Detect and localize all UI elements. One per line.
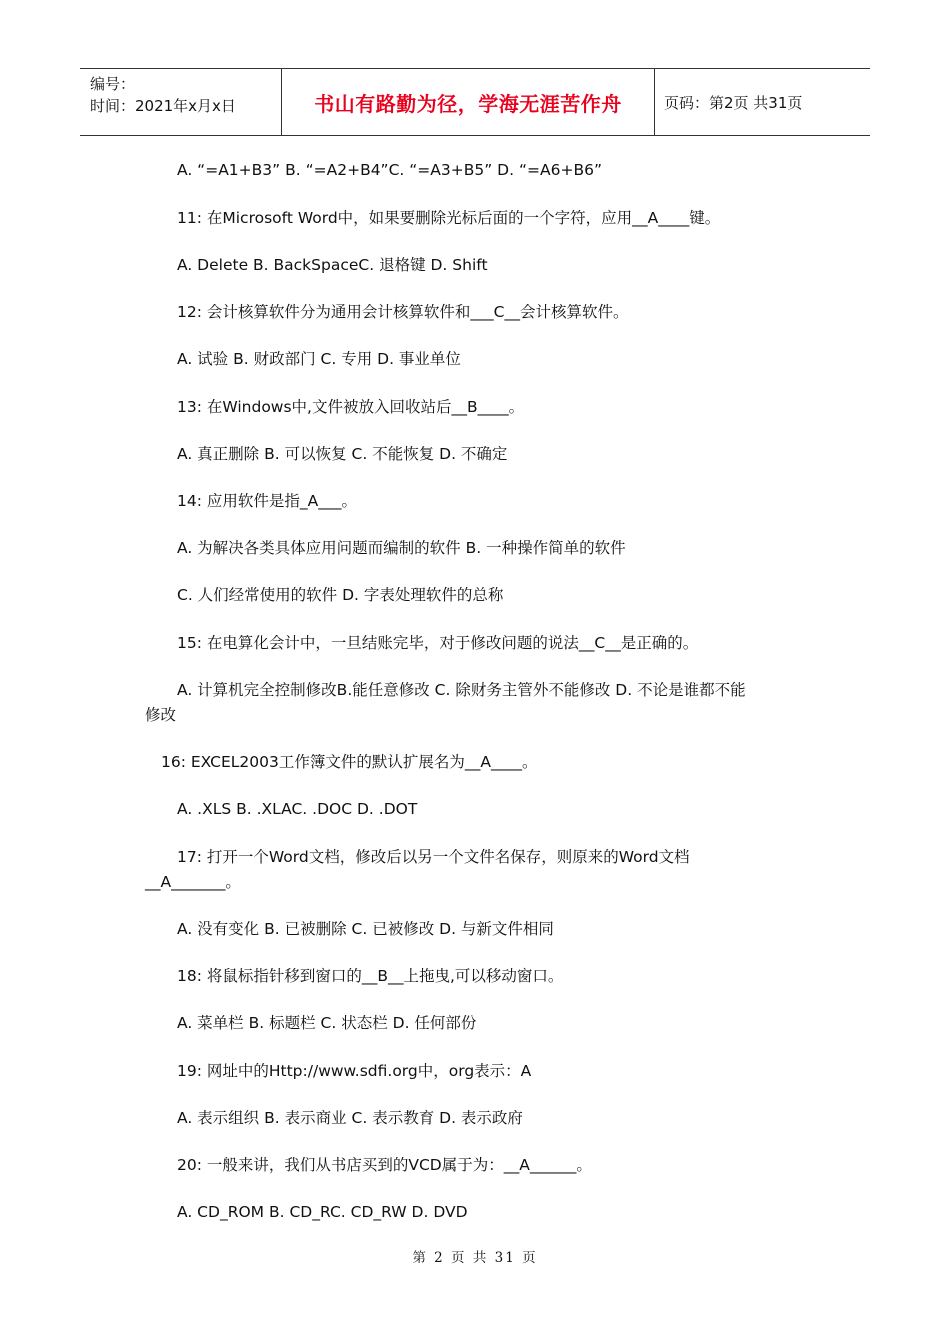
question-19: 19: 网址中的Http://www.sdfi.org中，org表示：A	[177, 1062, 532, 1080]
question-14: 14: 应用软件是指_A___。	[177, 492, 357, 510]
question-11: 11: 在Microsoft Word中，如果要删除光标后面的一个字符，应用__A____键。	[177, 209, 721, 227]
question-15: 15: 在电算化会计中，一旦结账完毕，对于修改问题的说法__C__是正确的。	[177, 634, 699, 652]
question-17: 17: 打开一个Word文档，修改后以另一个文件名保存，则原来的Word文档	[177, 848, 690, 866]
answer-options-19: A. 表示组织 B. 表示商业 C. 表示教育 D. 表示政府	[177, 1109, 523, 1127]
question-18: 18: 将鼠标指针移到窗口的__B__上拖曳,可以移动窗口。	[177, 967, 564, 985]
question-13: 13: 在Windows中,文件被放入回收站后__B____。	[177, 398, 525, 416]
answer-options-10: A. “=A1+B3” B. “=A2+B4”C. “=A3+B5” D. “=A6+B6”	[177, 161, 602, 179]
answer-options-20: A. CD_ROM B. CD_RC. CD_RW D. DVD	[177, 1203, 468, 1221]
page-footer: 第 2 页 共 31 页	[412, 1250, 538, 1266]
answer-options-14a: A. 为解决各类具体应用问题而编制的软件 B. 一种操作简单的软件	[177, 539, 626, 557]
answer-options-15-cont: 修改	[145, 706, 177, 724]
motto: 书山有路勤为径，学海无涯苦作舟	[314, 91, 622, 116]
question-20: 20: 一般来讲，我们从书店买到的VCD属于为：__A______。	[177, 1156, 592, 1174]
answer-options-18: A. 菜单栏 B. 标题栏 C. 状态栏 D. 任何部份	[177, 1014, 477, 1032]
question-16: 16: EXCEL2003工作簿文件的默认扩展名为__A____。	[161, 753, 538, 771]
answer-options-12: A. 试验 B. 财政部门 C. 专用 D. 事业单位	[177, 350, 461, 368]
page-info: 页码：第2页 共31页	[664, 93, 803, 112]
header-center-cell	[282, 69, 655, 135]
answer-options-17: A. 没有变化 B. 已被删除 C. 已被修改 D. 与新文件相同	[177, 920, 554, 938]
question-12: 12: 会计核算软件分为通用会计核算软件和___C__会计核算软件。	[177, 303, 629, 321]
date-line: 时间：2021年x月x日	[90, 97, 236, 115]
number-label: 编号：	[90, 75, 136, 93]
answer-options-15: A. 计算机完全控制修改B.能任意修改 C. 除财务主管外不能修改 D. 不论是谁都不能	[177, 681, 746, 699]
answer-options-13: A. 真正删除 B. 可以恢复 C. 不能恢复 D. 不确定	[177, 445, 508, 463]
page-header	[80, 68, 870, 136]
header-left-cell	[80, 69, 282, 135]
answer-options-14b: C. 人们经常使用的软件 D. 字表处理软件的总称	[177, 586, 504, 604]
answer-options-16: A. .XLS B. .XLAC. .DOC D. .DOT	[177, 800, 418, 818]
header-right-cell	[655, 69, 870, 135]
question-17-cont: __A_______。	[145, 873, 241, 891]
answer-options-11: A. Delete B. BackSpaceC. 退格键 D. Shift	[177, 256, 488, 274]
